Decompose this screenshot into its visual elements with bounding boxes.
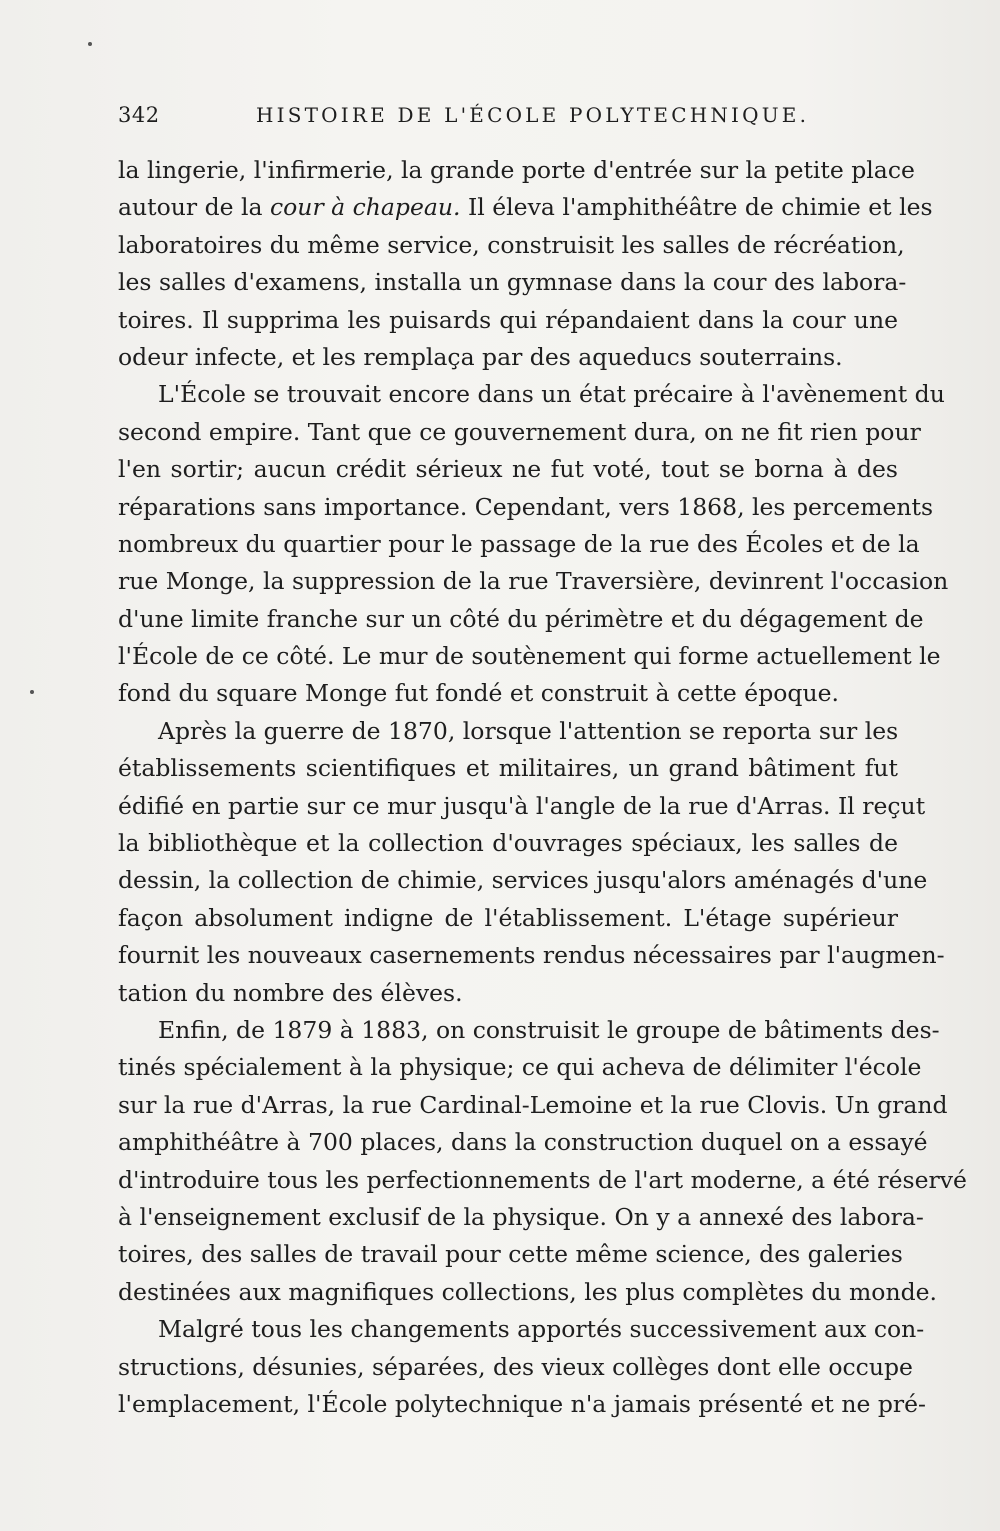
paragraph-first-line: L'École se trouvait encore dans un état précaire à l'avènement du — [158, 380, 945, 409]
page-number: 342 — [118, 103, 160, 127]
paragraph-first-line: Malgré tous les changements apportés successivement aux con- — [158, 1315, 925, 1344]
text-line: l'École de ce côté. Le mur de soutènement qui forme actuellement le — [118, 642, 941, 671]
text-segment: Il éleva l'amphithéâtre de chimie et les — [460, 193, 933, 222]
paper-speck — [88, 42, 92, 46]
text-line: édifié en partie sur ce mur jusqu'à l'angle de la rue d'Arras. Il reçut — [118, 791, 926, 820]
text-line: l'en sortir; aucun crédit sérieux ne fut voté, tout se borna à des — [118, 455, 898, 484]
text-line: la lingerie, l'infirmerie, la grande porte d'entrée sur la petite place — [118, 156, 915, 184]
text-line: toires, des salles de travail pour cette même science, des galeries — [118, 1240, 903, 1269]
text-line: toires. Il supprima les puisards qui répandaient dans la cour une — [118, 305, 898, 334]
text-line — [118, 189, 933, 226]
text-line: à l'enseignement exclusif de la physique. On y a annexé des labora- — [118, 1202, 924, 1231]
paper-speck — [30, 690, 34, 694]
text-line: d'une limite franche sur un côté du périmètre et du dégagement de — [118, 604, 924, 633]
text-line: sur la rue d'Arras, la rue Cardinal-Lemoine et la rue Clovis. Un grand — [118, 1090, 948, 1119]
italic-term: cour à chapeau. — [270, 193, 461, 222]
page-header — [118, 103, 898, 133]
text-line: les salles d'examens, installa un gymnase dans la cour des labora- — [118, 268, 907, 297]
paragraph-first-line: Après la guerre de 1870, lorsque l'attention se reporta sur les — [158, 716, 899, 745]
text-line: structions, désunies, séparées, des vieux collèges dont elle occupe — [118, 1352, 913, 1381]
text-line: second empire. Tant que ce gouvernement dura, on ne fit rien pour — [118, 417, 921, 446]
text-line: nombreux du quartier pour le passage de la rue des Écoles et de la — [118, 529, 920, 558]
text-line: amphithéâtre à 700 places, dans la construction duquel on a essayé — [118, 1128, 928, 1157]
text-line: destinées aux magnifiques collections, les plus complètes du monde. — [118, 1277, 938, 1306]
running-title: HISTOIRE DE L'ÉCOLE POLYTECHNIQUE. — [256, 103, 810, 127]
text-line: fournit les nouveaux casernements rendus nécessaires par l'augmen- — [118, 941, 945, 970]
text-line: odeur infecte, et les remplaça par des aqueducs souterrains. — [118, 342, 843, 371]
text-line: établissements scientifiques et militaires, un grand bâtiment fut — [118, 754, 898, 783]
text-line: fond du square Monge fut fondé et construit à cette époque. — [118, 679, 839, 708]
text-line: dessin, la collection de chimie, services jusqu'alors aménagés d'une — [118, 866, 928, 895]
paragraph-first-line: Enfin, de 1879 à 1883, on construisit le groupe de bâtiments des- — [158, 1015, 940, 1044]
text-line: réparations sans importance. Cependant, vers 1868, les percements — [118, 492, 934, 521]
text-line: rue Monge, la suppression de la rue Traversière, devinrent l'occasion — [118, 567, 949, 596]
text-segment: autour de la — [118, 193, 270, 222]
text-line: tation du nombre des élèves. — [118, 978, 463, 1007]
text-line: la bibliothèque et la collection d'ouvrages spéciaux, les salles de — [118, 829, 898, 858]
text-line: l'emplacement, l'École polytechnique n'a jamais présenté et ne pré- — [118, 1389, 926, 1418]
text-line: tinés spécialement à la physique; ce qui acheva de délimiter l'école — [118, 1053, 922, 1082]
text-line: laboratoires du même service, construisit les salles de récréation, — [118, 230, 905, 259]
body-text — [118, 152, 967, 1423]
text-line: d'introduire tous les perfectionnements de l'art moderne, a été réservé — [118, 1165, 967, 1194]
text-line: façon absolument indigne de l'établissement. L'étage supérieur — [118, 903, 898, 932]
